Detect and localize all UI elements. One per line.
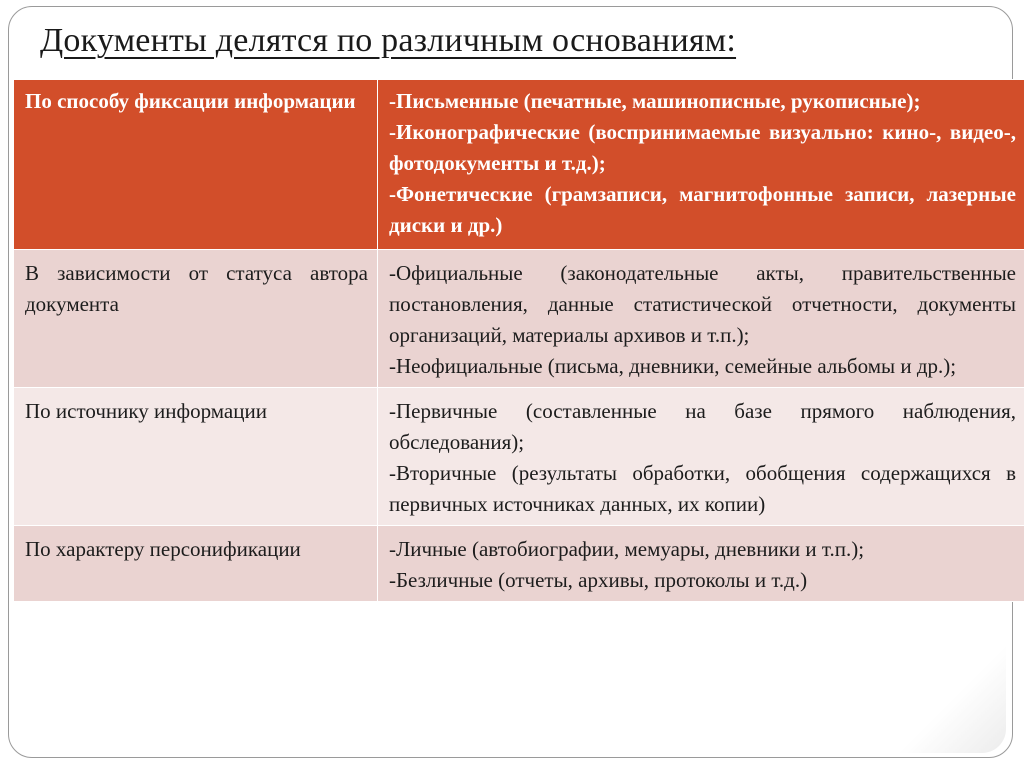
type-item: -Иконографические (воспринимаемые визуально: кино-, видео-, фотодокументы и т.д.); xyxy=(389,120,1016,175)
types-cell xyxy=(378,526,1024,602)
table-row xyxy=(14,388,1024,526)
table-row xyxy=(14,250,1024,388)
type-item: -Вторичные (результаты обработки, обобщения содержащихся в первичных источниках данных, их копии) xyxy=(389,461,1016,516)
type-item: -Фонетические (грамзаписи, магнитофонные записи, лазерные диски и др.) xyxy=(389,182,1016,237)
basis-cell xyxy=(14,388,378,526)
table-row xyxy=(14,80,1024,250)
type-item: -Личные (автобиографии, мемуары, дневники и т.п.); xyxy=(389,537,865,561)
basis-label: По характеру персонификации xyxy=(25,537,301,561)
slide-title: Документы делятся по различным основаниям: xyxy=(40,22,737,59)
type-item: -Официальные (законодательные акты, правительственные постановления, данные статистической отчетности, документы организаций, материалы архивов и т.п.); xyxy=(389,261,1016,347)
type-item: -Письменные (печатные, машинописные, рукописные); xyxy=(389,89,921,113)
types-cell xyxy=(378,250,1024,388)
type-item: -Безличные (отчеты, архивы, протоколы и т.д.) xyxy=(389,568,808,592)
basis-label: По способу фиксации информации xyxy=(25,89,356,113)
basis-cell xyxy=(14,80,378,250)
basis-cell xyxy=(14,526,378,602)
basis-label: В зависимости от статуса автора документа xyxy=(25,261,368,316)
classification-table xyxy=(13,79,1024,602)
basis-label: По источнику информации xyxy=(25,399,267,423)
type-item: -Первичные (составленные на базе прямого наблюдения, обследования); xyxy=(389,399,1016,454)
types-cell xyxy=(378,388,1024,526)
basis-cell xyxy=(14,250,378,388)
types-cell xyxy=(378,80,1024,250)
table-row xyxy=(14,526,1024,602)
type-item: -Неофициальные (письма, дневники, семейные альбомы и др.); xyxy=(389,354,957,378)
page-curl-shadow xyxy=(876,643,1006,753)
